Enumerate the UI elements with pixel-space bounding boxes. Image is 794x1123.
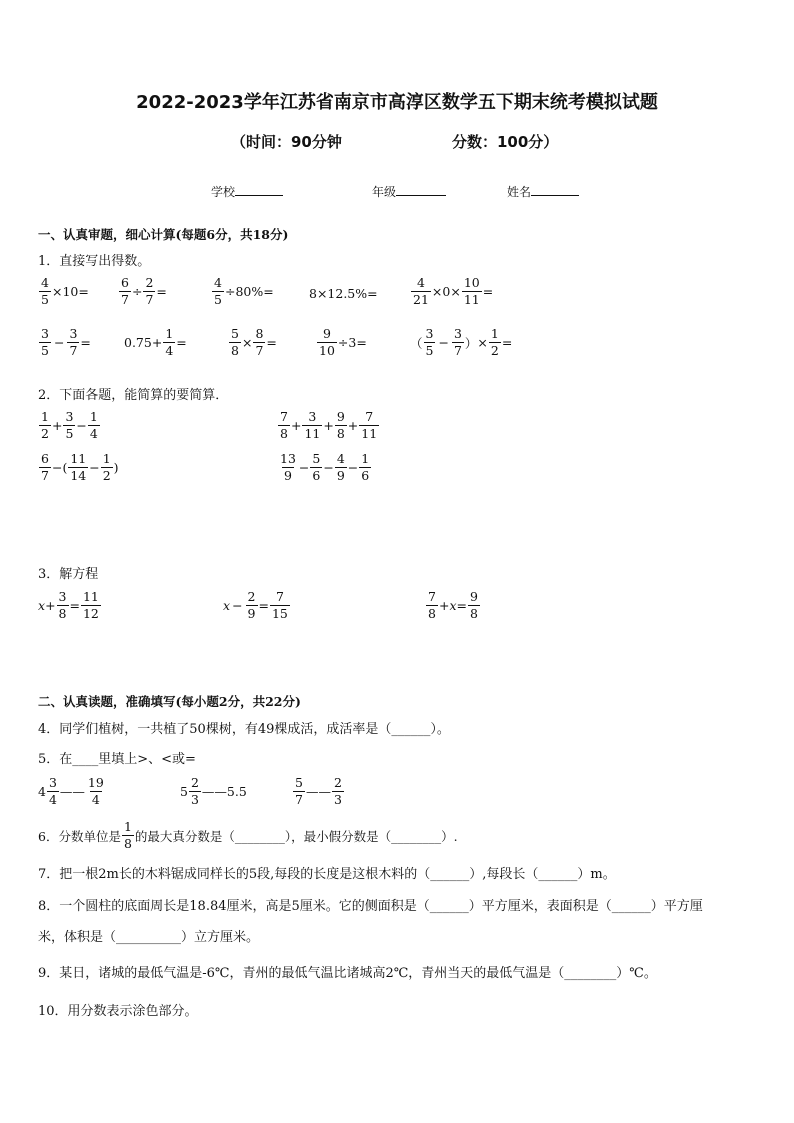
fraction: 13 9 — [280, 451, 296, 483]
fraction: $\frac{3}{11}$ — [304, 409, 321, 441]
expr-2-3: 6 7 − ( 11 14 − $\frac{1}{2}$ ) — [41, 451, 119, 483]
fraction: $\frac{3}{7}$ — [69, 326, 78, 358]
fraction: $\frac{2}{7}$ — [145, 275, 154, 307]
expr-1-6: 3 5 − $\frac{3}{7}$ = — [41, 326, 91, 358]
fraction: $\frac{2}{9}$ — [247, 589, 256, 621]
grade-field — [372, 183, 446, 200]
expr-2-2: 7 8 + $\frac{3}{11}$ + $\frac{9}{8}$ + $\frac{7}{11}$ — [280, 409, 378, 441]
fraction: $\frac{9}{8}$ — [469, 589, 478, 621]
fraction: 7 8 — [280, 409, 288, 441]
expr-2-4: 13 9 − $\frac{5}{6}$ − $\frac{4}{9}$ − $\frac{1}{6}$ — [280, 451, 370, 483]
answer-blank[interactable]: —— — [59, 784, 85, 799]
question-7: 7．把一根2m长的木料锯成同样长的5段,每段的长度是这根木料的（______）,每段长（______）m。 — [38, 867, 616, 882]
fraction: $\frac{1}{4}$ — [165, 326, 174, 358]
question-6: 6．分数单位是 1 8 的最大真分数是（________），最小假分数是（________）. — [38, 819, 458, 851]
fraction: $\frac{9}{8}$ — [336, 409, 345, 441]
compare-5-3 — [292, 776, 345, 807]
answer-blank[interactable]: —— — [201, 784, 227, 799]
question-8-line-2: 米，体积是（__________）立方厘米。 — [38, 930, 260, 945]
equation-3-3: 7 8 + x = $\frac{9}{8}$ — [428, 589, 478, 621]
expr-1-8: $\frac{5}{8}$ × $\frac{8}{7}$ = — [231, 326, 277, 358]
equation-3-1: x + $\frac{3}{8}$ = $\frac{11}{12}$ — [38, 589, 99, 621]
name-field — [507, 183, 579, 200]
page-title: 2022-2023学年江苏省南京市高淳区数学五下期末统考模拟试题 — [136, 92, 658, 113]
question-4: 4．同学们植树，一共植了50棵树，有49棵成活，成活率是（______）。 — [38, 722, 450, 737]
fraction: $\frac{3}{5}$ — [65, 409, 74, 441]
fraction: 1 2 — [41, 409, 49, 441]
question-1: 1．直接写出得数。 — [38, 254, 151, 269]
fraction: $\frac{5}{8}$ — [231, 326, 239, 358]
expr-1-4: 8×12.5%= — [309, 286, 378, 301]
fraction: $\frac{11}{12}$ — [82, 589, 99, 621]
fraction: $\frac{5}{6}$ — [312, 451, 321, 483]
fraction: 11 14 — [70, 451, 87, 483]
fraction: 1 8 — [123, 819, 132, 851]
fraction: 3 5 — [425, 326, 434, 358]
expr-1-3: $\frac{4}{5}$ ÷ 80% = — [214, 275, 274, 307]
expr-1-7: 0.75+ $\frac{1}{4}$ = — [124, 326, 187, 358]
expr-1-2: $\frac{6}{7}$ ÷ $\frac{2}{7}$ = — [121, 275, 167, 307]
fraction: $\frac{1}{6}$ — [361, 451, 370, 483]
fraction: $\frac{10}{11}$ — [463, 275, 480, 307]
exam-time: （时间：90分钟 — [231, 133, 342, 151]
fraction: $\frac{7}{15}$ — [271, 589, 288, 621]
expr-1-1: $\frac{4}{5}$ × 10 = — [41, 275, 89, 307]
fraction: $\frac{3}{8}$ — [58, 589, 67, 621]
name-blank[interactable] — [531, 183, 579, 196]
fraction: $\frac{3}{7}$ — [453, 326, 462, 358]
grade-blank[interactable] — [396, 183, 446, 196]
answer-blank[interactable]: —— — [305, 784, 331, 799]
fraction: $\frac{7}{11}$ — [361, 409, 378, 441]
school-label: 学校 — [211, 185, 236, 199]
fraction: $\frac{4}{5}$ — [41, 275, 49, 307]
section-1-heading: 一、认真审题，细心计算(每题6分，共18分) — [38, 227, 289, 242]
fraction: $\frac{8}{7}$ — [255, 326, 264, 358]
school-blank[interactable] — [235, 183, 283, 196]
school-field — [211, 183, 283, 200]
exam-score: 分数：100分） — [452, 133, 559, 151]
grade-label: 年级 — [372, 185, 397, 199]
fraction: $\frac{4}{21}$ — [413, 275, 429, 307]
question-5: 5．在____里填上>、<或= — [38, 752, 196, 767]
fraction: 6 7 — [41, 451, 49, 483]
expr-1-10: （ 3 5 − $\frac{3}{7}$ ） × $\frac{1}{2}$ = — [410, 326, 513, 358]
section-2-heading: 二、认真读题，准确填写(每小题2分，共22分) — [38, 694, 301, 709]
fraction: 2 3 — [333, 775, 342, 807]
fraction: 5 7 — [295, 775, 303, 807]
expr-1-9: $\frac{9}{10}$ ÷ 3 = — [319, 326, 367, 358]
question-2: 2．下面各题，能简算的要简算． — [38, 388, 229, 403]
fraction: 19 4 — [87, 775, 104, 807]
question-3: 3．解方程 — [38, 567, 99, 582]
fraction: 3 4 — [48, 775, 57, 807]
equation-3-2: x − $\frac{2}{9}$ = $\frac{7}{15}$ — [223, 589, 288, 621]
fraction: $\frac{6}{7}$ — [121, 275, 129, 307]
fraction: $\frac{1}{2}$ — [490, 326, 499, 358]
compare-5-2: 5 2 3 —— 5.5 — [180, 775, 247, 807]
fraction: $\frac{9}{10}$ — [319, 326, 335, 358]
question-10: 10．用分数表示涂色部分。 — [38, 1004, 198, 1019]
name-label: 姓名 — [507, 185, 532, 199]
fraction: 2 3 — [190, 775, 199, 807]
fraction: $\frac{1}{4}$ — [89, 409, 98, 441]
expr-2-1: 1 2 + $\frac{3}{5}$ − $\frac{1}{4}$ — [41, 409, 98, 441]
fraction: 3 5 — [41, 326, 49, 358]
compare-5-1: 4 3 4 —— 19 4 — [38, 775, 104, 807]
fraction: $\frac{4}{9}$ — [336, 451, 345, 483]
fraction: 7 8 — [428, 589, 436, 621]
expr-1-5: $\frac{4}{21}$ × 0 × $\frac{10}{11}$ = — [413, 275, 494, 307]
question-8-line-1: 8．一个圆柱的底面周长是18.84厘米，高是5厘米。它的侧面积是（______）平方厘米，表面积是（______）平方厘 — [38, 899, 703, 914]
question-9: 9．某日，诸城的最低气温是-6℃，青州的最低气温比诸城高2℃，青州当天的最低气温是（________）℃。 — [38, 966, 657, 981]
fraction: $\frac{4}{5}$ — [214, 275, 222, 307]
fraction: $\frac{1}{2}$ — [102, 451, 111, 483]
